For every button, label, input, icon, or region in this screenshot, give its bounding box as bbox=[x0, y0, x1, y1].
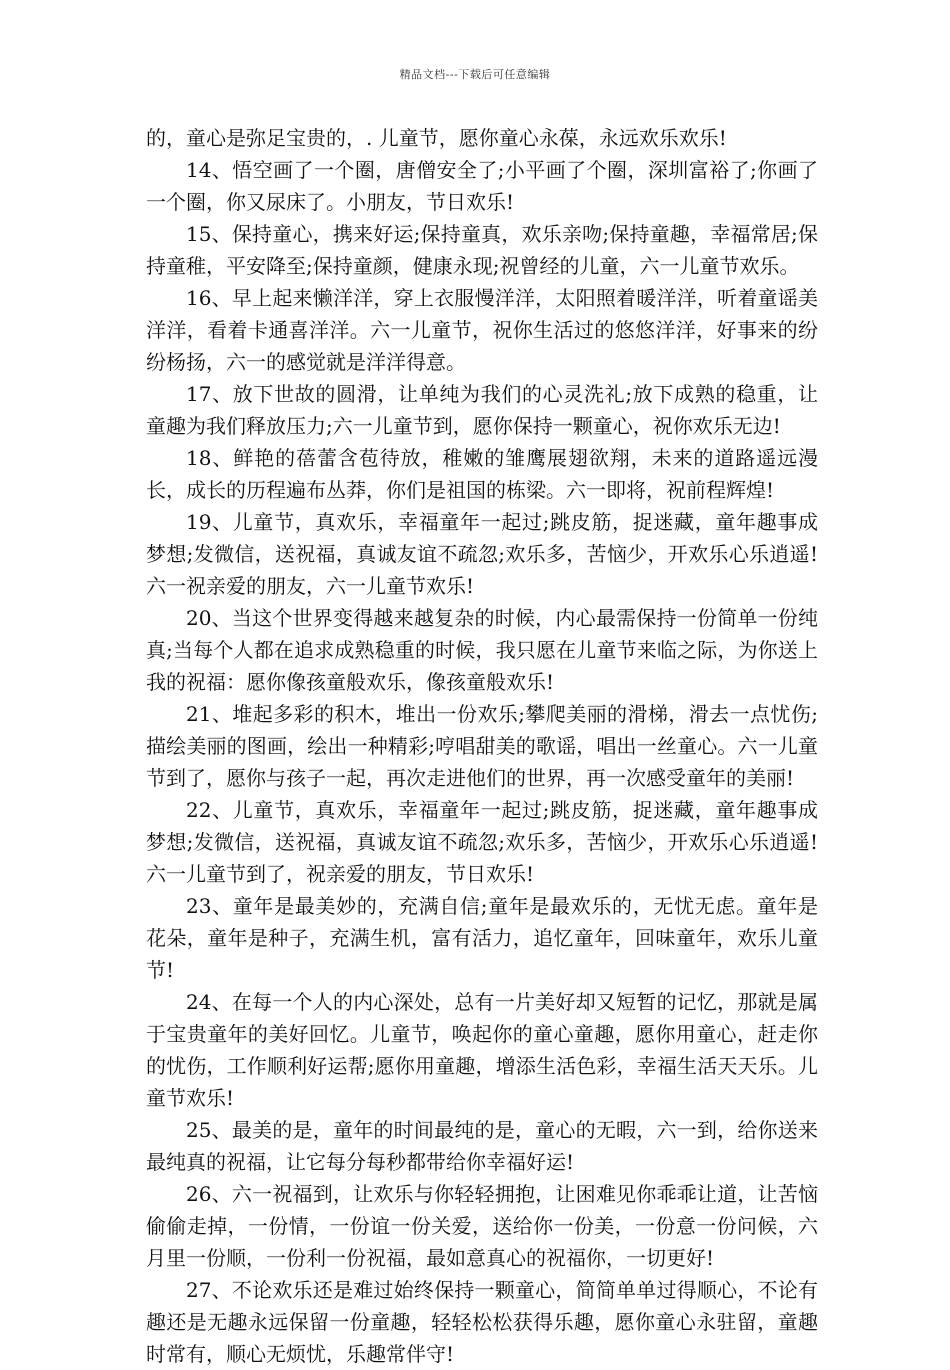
paragraph: 17、放下世故的圆滑，让单纯为我们的心灵洗礼;放下成熟的稳重，让童趣为我们释放压力;六一儿童节到，愿你保持一颗童心，祝你欢乐无边! bbox=[146, 382, 818, 438]
paragraph: 26、六一祝福到，让欢乐与你轻轻拥抱，让困难见你乖乖让道，让苦恼偷偷走掉，一份情，一份谊一份关爱，送给你一份美，一份意一份问候，六月里一份顺，一份利一份祝福，最如意真心的祝福你，一切更好! bbox=[146, 1182, 818, 1270]
paragraph: 19、儿童节，真欢乐，幸福童年一起过;跳皮筋，捉迷藏，童年趣事成梦想;发微信，送祝福，真诚友谊不疏忽;欢乐多，苦恼少，开欢乐心乐逍遥!六一祝亲爱的朋友，六一儿童节欢乐! bbox=[146, 510, 818, 598]
paragraph: 14、悟空画了一个圈，唐僧安全了;小平画了个圈，深圳富裕了;你画了一个圈，你又尿床了。小朋友，节日欢乐! bbox=[146, 158, 818, 214]
page-header: 精品文档---下载后可任意编辑 bbox=[399, 68, 551, 81]
paragraph: 21、堆起多彩的积木，堆出一份欢乐;攀爬美丽的滑梯，滑去一点忧伤;描绘美丽的图画，绘出一种精彩;哼唱甜美的歌谣，唱出一丝童心。六一儿童节到了，愿你与孩子一起，再次走进他们的世界，再一次感受童年的美丽! bbox=[146, 702, 818, 790]
paragraph: 的，童心是弥足宝贵的，. 儿童节，愿你童心永葆，永远欢乐欢乐! bbox=[146, 126, 727, 150]
paragraph: 27、不论欢乐还是难过始终保持一颗童心，简简单单过得顺心，不论有趣还是无趣永远保留一份童趣，轻轻松松获得乐趣，愿你童心永驻留，童趣时常有，顺心无烦忧，乐趣常伴守! bbox=[146, 1278, 818, 1366]
paragraph: 22、儿童节，真欢乐，幸福童年一起过;跳皮筋，捉迷藏，童年趣事成梦想;发微信，送祝福，真诚友谊不疏忽;欢乐多，苦恼少，开欢乐心乐逍遥!六一儿童节到了，祝亲爱的朋友，节日欢乐! bbox=[146, 798, 818, 886]
paragraph: 23、童年是最美妙的，充满自信;童年是最欢乐的，无忧无虑。童年是花朵，童年是种子，充满生机，富有活力，追忆童年，回味童年，欢乐儿童节! bbox=[146, 894, 818, 982]
paragraph: 15、保持童心，携来好运;保持童真，欢乐亲吻;保持童趣，幸福常居;保持童稚，平安降至;保持童颜，健康永现;祝曾经的儿童，六一儿童节欢乐。 bbox=[146, 222, 818, 278]
paragraph: 20、当这个世界变得越来越复杂的时候，内心最需保持一份简单一份纯真;当每个人都在追求成熟稳重的时候，我只愿在儿童节来临之际，为你送上我的祝福：愿你像孩童般欢乐，像孩童般欢乐! bbox=[146, 606, 818, 694]
paragraph: 25、最美的是，童年的时间最纯的是，童心的无暇，六一到，给你送来最纯真的祝福，让它每分每秒都带给你幸福好运! bbox=[146, 1118, 818, 1174]
paragraph: 24、在每一个人的内心深处，总有一片美好却又短暂的记忆，那就是属于宝贵童年的美好回忆。儿童节，唤起你的童心童趣，愿你用童心，赶走你的忧伤，工作顺利好运帮;愿你用童趣，增添生活色彩，幸福生活天天乐。儿童节欢乐! bbox=[146, 990, 818, 1110]
paragraph: 18、鲜艳的蓓蕾含苞待放，稚嫩的雏鹰展翅欲翔，未来的道路遥远漫长，成长的历程遍布丛莽，你们是祖国的栋梁。六一即将，祝前程辉煌! bbox=[146, 446, 818, 502]
document-body bbox=[146, 122, 818, 1370]
paragraph: 16、早上起来懒洋洋，穿上衣服慢洋洋，太阳照着暖洋洋，听着童谣美洋洋，看着卡通喜洋洋。六一儿童节，祝你生活过的悠悠洋洋，好事来的纷纷杨扬，六一的感觉就是洋洋得意。 bbox=[146, 286, 818, 374]
